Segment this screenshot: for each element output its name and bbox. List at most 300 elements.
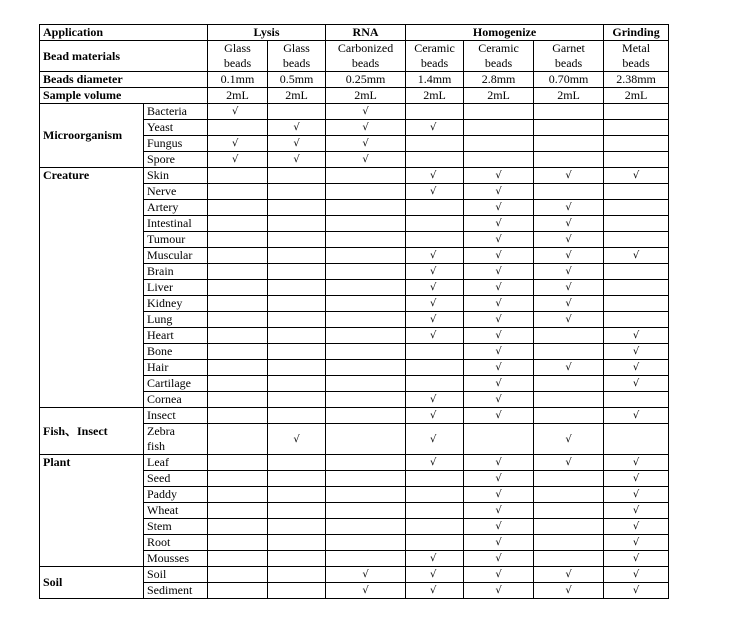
material-line-1: Glass [283, 41, 310, 55]
empty-cell [534, 471, 604, 487]
check-cell [534, 455, 604, 471]
check-cell [406, 328, 464, 344]
diameter-cell: 2.38mm [604, 72, 669, 88]
check-cell [406, 120, 464, 136]
check-mark-icon: √ [495, 170, 502, 181]
check-cell [268, 424, 326, 455]
check-mark-icon: √ [495, 505, 502, 516]
sample-label: Skin [144, 168, 208, 184]
sample-label: Spore [144, 152, 208, 168]
volume-cell: 2mL [406, 88, 464, 104]
material-line-1: Garnet [552, 41, 585, 55]
check-cell [604, 535, 669, 551]
material-line-1: Metal [622, 41, 651, 55]
empty-cell [406, 232, 464, 248]
bead-materials-header: Bead materials [40, 41, 208, 72]
check-mark-icon: √ [495, 250, 502, 261]
empty-cell [326, 216, 406, 232]
check-cell [534, 248, 604, 264]
check-mark-icon: √ [362, 138, 369, 149]
check-mark-icon: √ [495, 362, 502, 373]
sample-label: Heart [144, 328, 208, 344]
empty-cell [326, 200, 406, 216]
empty-cell [326, 280, 406, 296]
empty-cell [326, 408, 406, 424]
empty-cell [406, 136, 464, 152]
sample-label: Cartilage [144, 376, 208, 392]
empty-cell [604, 424, 669, 455]
check-mark-icon: √ [632, 521, 640, 532]
table-row [40, 567, 669, 583]
empty-cell [406, 519, 464, 535]
volume-cell: 2mL [604, 88, 669, 104]
sample-label: Seed [144, 471, 208, 487]
material-cell [604, 41, 669, 72]
volume-cell: 2mL [268, 88, 326, 104]
empty-cell [604, 184, 669, 200]
check-mark-icon: √ [495, 298, 502, 309]
header-row-bead-materials [40, 41, 669, 72]
check-mark-icon: √ [632, 250, 640, 261]
sample-label: Intestinal [144, 216, 208, 232]
check-mark-icon: √ [430, 170, 437, 181]
empty-cell [604, 296, 669, 312]
empty-cell [268, 583, 326, 599]
empty-cell [208, 248, 268, 264]
diameter-cell: 0.25mm [326, 72, 406, 88]
check-cell [604, 519, 669, 535]
check-cell [326, 567, 406, 583]
empty-cell [208, 551, 268, 567]
empty-cell [268, 567, 326, 583]
material-line-2: beads [622, 56, 650, 70]
empty-cell [208, 344, 268, 360]
empty-cell [464, 104, 534, 120]
empty-cell [604, 120, 669, 136]
check-cell [406, 455, 464, 471]
sample-volume-header: Sample volume [40, 88, 208, 104]
check-cell [464, 248, 534, 264]
check-cell [464, 519, 534, 535]
sample-label: Bone [144, 344, 208, 360]
check-cell [464, 216, 534, 232]
group-header-rna: RNA [326, 25, 406, 41]
sample-label: Yeast [144, 120, 208, 136]
check-cell [406, 551, 464, 567]
empty-cell [406, 216, 464, 232]
application-header: Application [40, 25, 208, 41]
check-mark-icon: √ [430, 250, 437, 261]
check-mark-icon: √ [495, 489, 502, 500]
empty-cell [326, 184, 406, 200]
check-mark-icon: √ [495, 473, 502, 484]
check-mark-icon: √ [495, 346, 502, 357]
sample-label: Hair [144, 360, 208, 376]
check-cell [604, 360, 669, 376]
material-cell [268, 41, 326, 72]
empty-cell [268, 455, 326, 471]
table-row [40, 168, 669, 184]
empty-cell [268, 487, 326, 503]
empty-cell [326, 168, 406, 184]
check-mark-icon: √ [565, 250, 572, 261]
check-mark-icon: √ [293, 154, 300, 165]
check-mark-icon: √ [232, 138, 239, 149]
check-mark-icon: √ [430, 433, 437, 445]
empty-cell [268, 328, 326, 344]
check-cell [534, 168, 604, 184]
check-cell [406, 280, 464, 296]
check-cell [604, 551, 669, 567]
check-cell [406, 168, 464, 184]
check-mark-icon: √ [632, 346, 640, 357]
check-mark-icon: √ [495, 330, 502, 341]
check-cell [464, 583, 534, 599]
empty-cell [268, 184, 326, 200]
empty-cell [534, 120, 604, 136]
empty-cell [604, 280, 669, 296]
empty-cell [534, 376, 604, 392]
bead-application-table [39, 24, 669, 599]
sample-label: Leaf [144, 455, 208, 471]
check-mark-icon: √ [565, 362, 572, 373]
empty-cell [208, 216, 268, 232]
check-cell [406, 392, 464, 408]
check-cell [326, 104, 406, 120]
check-mark-icon: √ [565, 170, 572, 181]
empty-cell [326, 424, 406, 455]
check-mark-icon: √ [632, 473, 640, 484]
sample-label: Fungus [144, 136, 208, 152]
empty-cell [268, 232, 326, 248]
check-mark-icon: √ [632, 569, 640, 580]
empty-cell [604, 392, 669, 408]
empty-cell [534, 551, 604, 567]
check-cell [406, 312, 464, 328]
empty-cell [326, 296, 406, 312]
empty-cell [268, 280, 326, 296]
empty-cell [534, 535, 604, 551]
check-cell [464, 360, 534, 376]
check-cell [464, 535, 534, 551]
empty-cell [326, 328, 406, 344]
sample-label: Brain [144, 264, 208, 280]
check-cell [604, 503, 669, 519]
sample-label: Sediment [144, 583, 208, 599]
check-cell [604, 455, 669, 471]
empty-cell [604, 264, 669, 280]
check-cell [406, 583, 464, 599]
check-mark-icon: √ [293, 122, 300, 133]
empty-cell [534, 184, 604, 200]
empty-cell [326, 248, 406, 264]
check-mark-icon: √ [565, 433, 572, 445]
check-mark-icon: √ [430, 394, 437, 405]
volume-cell: 2mL [326, 88, 406, 104]
empty-cell [464, 136, 534, 152]
group-header-homogenize: Homogenize [406, 25, 604, 41]
sample-label: Tumour [144, 232, 208, 248]
check-mark-icon: √ [632, 378, 640, 389]
check-cell [464, 232, 534, 248]
check-mark-icon: √ [430, 186, 437, 197]
material-cell [464, 41, 534, 72]
check-cell [464, 567, 534, 583]
check-cell [604, 376, 669, 392]
empty-cell [208, 583, 268, 599]
empty-cell [268, 344, 326, 360]
material-line-2: beads [484, 56, 513, 70]
check-cell [406, 184, 464, 200]
empty-cell [208, 455, 268, 471]
check-cell [326, 120, 406, 136]
check-mark-icon: √ [495, 314, 502, 325]
empty-cell [534, 104, 604, 120]
empty-cell [464, 424, 534, 455]
empty-cell [208, 168, 268, 184]
empty-cell [534, 328, 604, 344]
beads-diameter-header: Beads diameter [40, 72, 208, 88]
category-label: Soil [40, 567, 144, 599]
empty-cell [268, 392, 326, 408]
check-cell [326, 583, 406, 599]
empty-cell [208, 328, 268, 344]
empty-cell [534, 519, 604, 535]
empty-cell [268, 408, 326, 424]
check-mark-icon: √ [430, 314, 437, 325]
sample-label: Cornea [144, 392, 208, 408]
check-cell [604, 408, 669, 424]
check-mark-icon: √ [632, 362, 640, 373]
check-cell [534, 312, 604, 328]
check-cell [604, 471, 669, 487]
check-mark-icon: √ [495, 394, 502, 405]
empty-cell [208, 184, 268, 200]
group-header-lysis: Lysis [208, 25, 326, 41]
material-line-2: beads [223, 56, 252, 70]
check-cell [464, 344, 534, 360]
check-mark-icon: √ [495, 410, 502, 421]
check-cell [464, 392, 534, 408]
check-mark-icon: √ [495, 537, 502, 548]
check-cell [464, 280, 534, 296]
material-line-2: beads [420, 56, 449, 70]
check-mark-icon: √ [565, 282, 572, 293]
empty-cell [406, 104, 464, 120]
empty-cell [604, 152, 669, 168]
volume-cell: 2mL [208, 88, 268, 104]
empty-cell [604, 216, 669, 232]
check-mark-icon: √ [430, 457, 437, 468]
empty-cell [208, 360, 268, 376]
check-cell [464, 471, 534, 487]
check-cell [208, 136, 268, 152]
check-mark-icon: √ [632, 330, 640, 341]
empty-cell [268, 248, 326, 264]
check-mark-icon: √ [632, 537, 640, 548]
empty-cell [534, 136, 604, 152]
empty-cell [268, 168, 326, 184]
check-cell [464, 455, 534, 471]
check-cell [604, 344, 669, 360]
check-mark-icon: √ [495, 218, 502, 229]
empty-cell [534, 344, 604, 360]
check-cell [604, 168, 669, 184]
empty-cell [534, 392, 604, 408]
sample-label: Root [144, 535, 208, 551]
sample-label: Stem [144, 519, 208, 535]
check-cell [604, 248, 669, 264]
empty-cell [406, 376, 464, 392]
check-mark-icon: √ [495, 585, 502, 596]
check-cell [464, 168, 534, 184]
empty-cell [268, 376, 326, 392]
check-mark-icon: √ [565, 298, 572, 309]
empty-cell [208, 296, 268, 312]
check-cell [268, 120, 326, 136]
check-mark-icon: √ [495, 521, 502, 532]
category-label: Creature [40, 168, 144, 408]
empty-cell [604, 232, 669, 248]
diameter-cell: 0.5mm [268, 72, 326, 88]
empty-cell [604, 104, 669, 120]
check-cell [464, 487, 534, 503]
check-cell [534, 280, 604, 296]
empty-cell [208, 312, 268, 328]
check-mark-icon: √ [430, 298, 437, 309]
empty-cell [268, 296, 326, 312]
empty-cell [326, 392, 406, 408]
check-mark-icon: √ [565, 218, 572, 229]
empty-cell [268, 535, 326, 551]
check-cell [534, 583, 604, 599]
header-row-beads-diameter [40, 72, 669, 88]
check-mark-icon: √ [565, 202, 572, 213]
sample-label: Nerve [144, 184, 208, 200]
check-mark-icon: √ [565, 234, 572, 245]
volume-cell: 2mL [464, 88, 534, 104]
check-cell [406, 248, 464, 264]
check-mark-icon: √ [495, 266, 502, 277]
empty-cell [268, 264, 326, 280]
empty-cell [604, 136, 669, 152]
sample-label-line-1: Zebra [147, 424, 175, 438]
check-cell [326, 152, 406, 168]
check-cell [268, 152, 326, 168]
table-row [40, 104, 669, 120]
check-mark-icon: √ [430, 282, 437, 293]
check-cell [326, 136, 406, 152]
table-row [40, 408, 669, 424]
empty-cell [326, 312, 406, 328]
material-line-2: beads [351, 56, 380, 70]
check-mark-icon: √ [430, 569, 437, 580]
empty-cell [326, 471, 406, 487]
check-mark-icon: √ [430, 122, 437, 133]
check-mark-icon: √ [565, 457, 572, 468]
empty-cell [208, 567, 268, 583]
sample-rows [40, 104, 669, 599]
check-cell [406, 408, 464, 424]
group-header-grinding: Grinding [604, 25, 669, 41]
sample-label-line-2: fish [147, 439, 165, 453]
check-mark-icon: √ [495, 569, 502, 580]
check-cell [464, 312, 534, 328]
check-cell [464, 551, 534, 567]
empty-cell [268, 104, 326, 120]
check-cell [464, 328, 534, 344]
empty-cell [326, 264, 406, 280]
check-mark-icon: √ [430, 410, 437, 421]
empty-cell [208, 471, 268, 487]
empty-cell [268, 216, 326, 232]
check-cell [534, 567, 604, 583]
check-cell [208, 104, 268, 120]
empty-cell [326, 519, 406, 535]
check-cell [534, 360, 604, 376]
check-mark-icon: √ [495, 553, 502, 564]
empty-cell [326, 344, 406, 360]
sample-label: Paddy [144, 487, 208, 503]
empty-cell [326, 232, 406, 248]
check-cell [464, 296, 534, 312]
empty-cell [406, 360, 464, 376]
check-mark-icon: √ [632, 170, 640, 181]
empty-cell [208, 280, 268, 296]
sample-label: Bacteria [144, 104, 208, 120]
category-label: Fish、Insect [40, 408, 144, 455]
check-mark-icon: √ [232, 106, 239, 117]
diameter-cell: 0.1mm [208, 72, 268, 88]
check-cell [534, 424, 604, 455]
empty-cell [326, 535, 406, 551]
empty-cell [326, 551, 406, 567]
check-mark-icon: √ [293, 138, 300, 149]
check-cell [464, 376, 534, 392]
check-mark-icon: √ [495, 282, 502, 293]
volume-cell: 2mL [534, 88, 604, 104]
empty-cell [406, 487, 464, 503]
sample-label: Liver [144, 280, 208, 296]
empty-cell [406, 471, 464, 487]
empty-cell [208, 424, 268, 455]
check-cell [464, 503, 534, 519]
check-mark-icon: √ [495, 457, 502, 468]
check-mark-icon: √ [565, 314, 572, 325]
empty-cell [534, 487, 604, 503]
check-mark-icon: √ [495, 378, 502, 389]
material-line-1: Ceramic [414, 41, 455, 55]
check-mark-icon: √ [632, 505, 640, 516]
empty-cell [326, 376, 406, 392]
check-cell [534, 264, 604, 280]
check-cell [464, 184, 534, 200]
check-mark-icon: √ [362, 106, 369, 117]
empty-cell [268, 503, 326, 519]
empty-cell [268, 200, 326, 216]
empty-cell [208, 392, 268, 408]
empty-cell [464, 152, 534, 168]
check-cell [604, 487, 669, 503]
empty-cell [604, 312, 669, 328]
empty-cell [326, 455, 406, 471]
material-cell [208, 41, 268, 72]
sample-label: Lung [144, 312, 208, 328]
empty-cell [208, 535, 268, 551]
check-mark-icon: √ [430, 585, 437, 596]
diameter-cell: 0.70mm [534, 72, 604, 88]
check-cell [604, 583, 669, 599]
